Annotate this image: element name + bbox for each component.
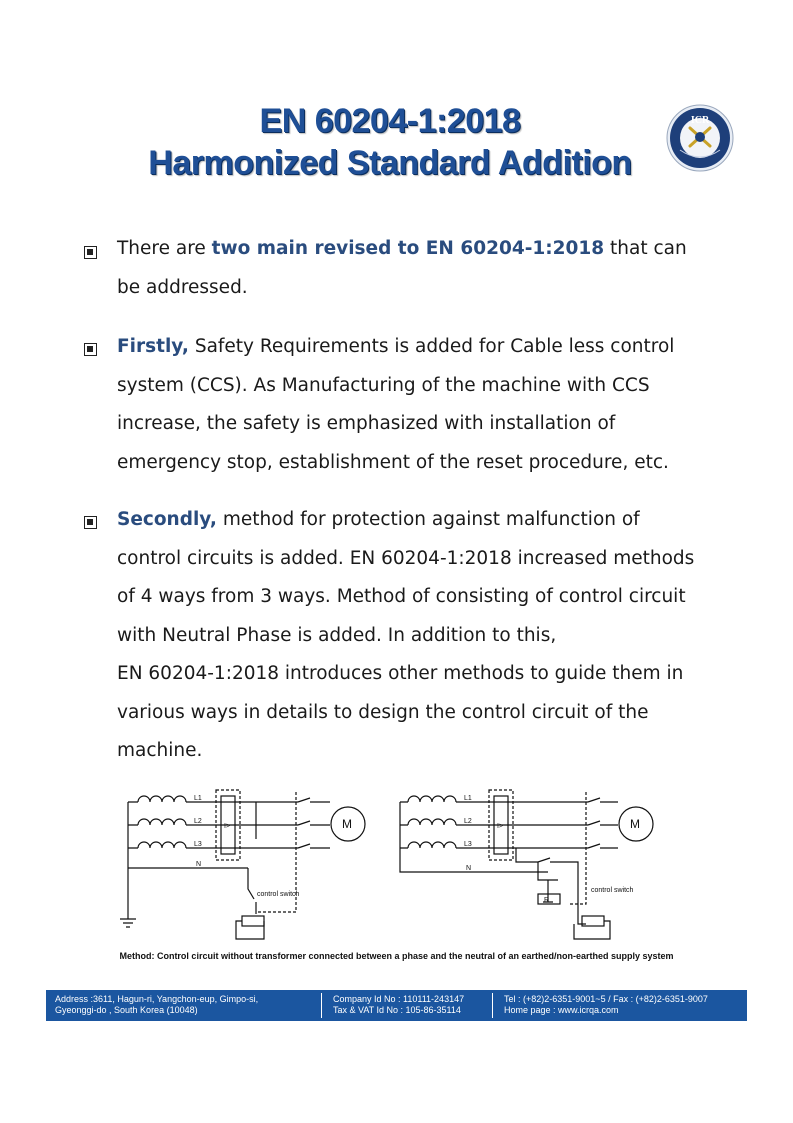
resistor-label: R xyxy=(544,897,550,904)
text-line xyxy=(117,501,727,540)
tel-fax: Tel : (+82)2-6351-9001~5 / Fax : (+82)2-6351-9007 xyxy=(504,994,708,1004)
footer-divider xyxy=(321,993,322,1018)
label-n: N xyxy=(196,861,202,868)
text-line xyxy=(117,444,727,483)
control-switch-label: control switch xyxy=(257,891,300,898)
motor-label: M xyxy=(630,817,640,831)
text-line xyxy=(117,540,727,579)
text-run: that can xyxy=(604,238,687,259)
text-line xyxy=(117,405,727,444)
motor-label: M xyxy=(342,817,352,831)
control-switch-label: control switch xyxy=(591,887,634,894)
text-line xyxy=(117,367,727,406)
text-line xyxy=(117,732,727,771)
text-run: There are xyxy=(117,238,212,259)
footer-company xyxy=(333,994,464,1016)
fuse-label: I> xyxy=(497,823,504,830)
square-bullet-icon xyxy=(84,516,97,529)
text-run: Safety Requirements is added for Cable less control xyxy=(188,336,675,357)
right-labels xyxy=(464,795,640,904)
text-line xyxy=(117,269,727,308)
left-labels xyxy=(194,795,352,898)
fuse-label: I> xyxy=(224,823,231,830)
text-run: of 4 ways from 3 ways. Method of consisting of control circuit xyxy=(117,586,686,607)
highlight-text: Secondly, xyxy=(117,509,217,530)
square-bullet-icon xyxy=(84,246,97,259)
text-run: with Neutral Phase is added. In addition to this, xyxy=(117,624,557,646)
page-title-line2: Harmonized Standard Addition xyxy=(148,144,632,182)
highlight-text: two main revised to EN 60204-1:2018 xyxy=(211,238,605,259)
bullet-text xyxy=(117,328,727,482)
text-line xyxy=(117,694,727,733)
homepage-link[interactable]: Home page : www.icrqa.com xyxy=(504,1005,619,1015)
text-run: EN 60204-1:2018 introduces other methods to guide them in xyxy=(117,663,684,684)
text-line xyxy=(117,655,727,694)
footer-bar xyxy=(46,990,747,1021)
address-line-2: Gyeonggi-do , South Korea (10048) xyxy=(55,1005,198,1015)
footer-divider xyxy=(492,993,493,1018)
label-l1: L1 xyxy=(194,795,202,802)
text-line xyxy=(117,230,727,269)
label-l2: L2 xyxy=(194,818,202,825)
text-run: control circuits is added. EN 60204-1:2018 increased methods xyxy=(117,547,695,569)
text-run: system (CCS). As Manufacturing of the machine with CCS xyxy=(117,374,650,396)
footer-contact xyxy=(504,994,708,1016)
left-circuit xyxy=(120,790,365,939)
label-l3: L3 xyxy=(194,841,202,848)
text-run: various ways in details to design the control circuit of the xyxy=(117,701,649,723)
text-line xyxy=(117,578,727,617)
label-l2: L2 xyxy=(464,818,472,825)
page-title-line1: EN 60204-1:2018 xyxy=(259,102,521,140)
label-n: N xyxy=(466,865,472,872)
diagram-caption: Method: Control circuit without transformer connected between a phase and the neutral of an earthed/non-earthed supply system xyxy=(119,951,674,961)
tax-id: Tax & VAT Id No : 105-86-35114 xyxy=(333,1005,461,1015)
text-run: machine. xyxy=(117,740,203,761)
company-id: Company Id No : 110111-243147 xyxy=(333,994,465,1004)
bullet-text xyxy=(117,230,727,307)
logo-text: ICR xyxy=(690,115,710,126)
highlight-text: Firstly, xyxy=(117,336,189,357)
label-l1: L1 xyxy=(464,795,472,802)
text-run: emergency stop, establishment of the reset procedure, etc. xyxy=(117,451,669,473)
text-run: be addressed. xyxy=(117,276,248,298)
text-line xyxy=(117,328,727,367)
control-circuit-diagram xyxy=(118,784,678,952)
address-line-1: Address :3611, Hagun-ri, Yangchon-eup, Gimpo-si, xyxy=(55,994,259,1004)
text-line xyxy=(117,617,727,656)
footer-address xyxy=(55,994,258,1016)
text-run: increase, the safety is emphasized with installation of xyxy=(117,413,616,434)
text-run: method for protection against malfunction of xyxy=(216,509,640,530)
bullet-text xyxy=(117,501,727,771)
square-bullet-icon xyxy=(84,343,97,356)
icr-logo xyxy=(666,104,734,172)
label-l3: L3 xyxy=(464,841,472,848)
right-circuit xyxy=(400,790,653,939)
